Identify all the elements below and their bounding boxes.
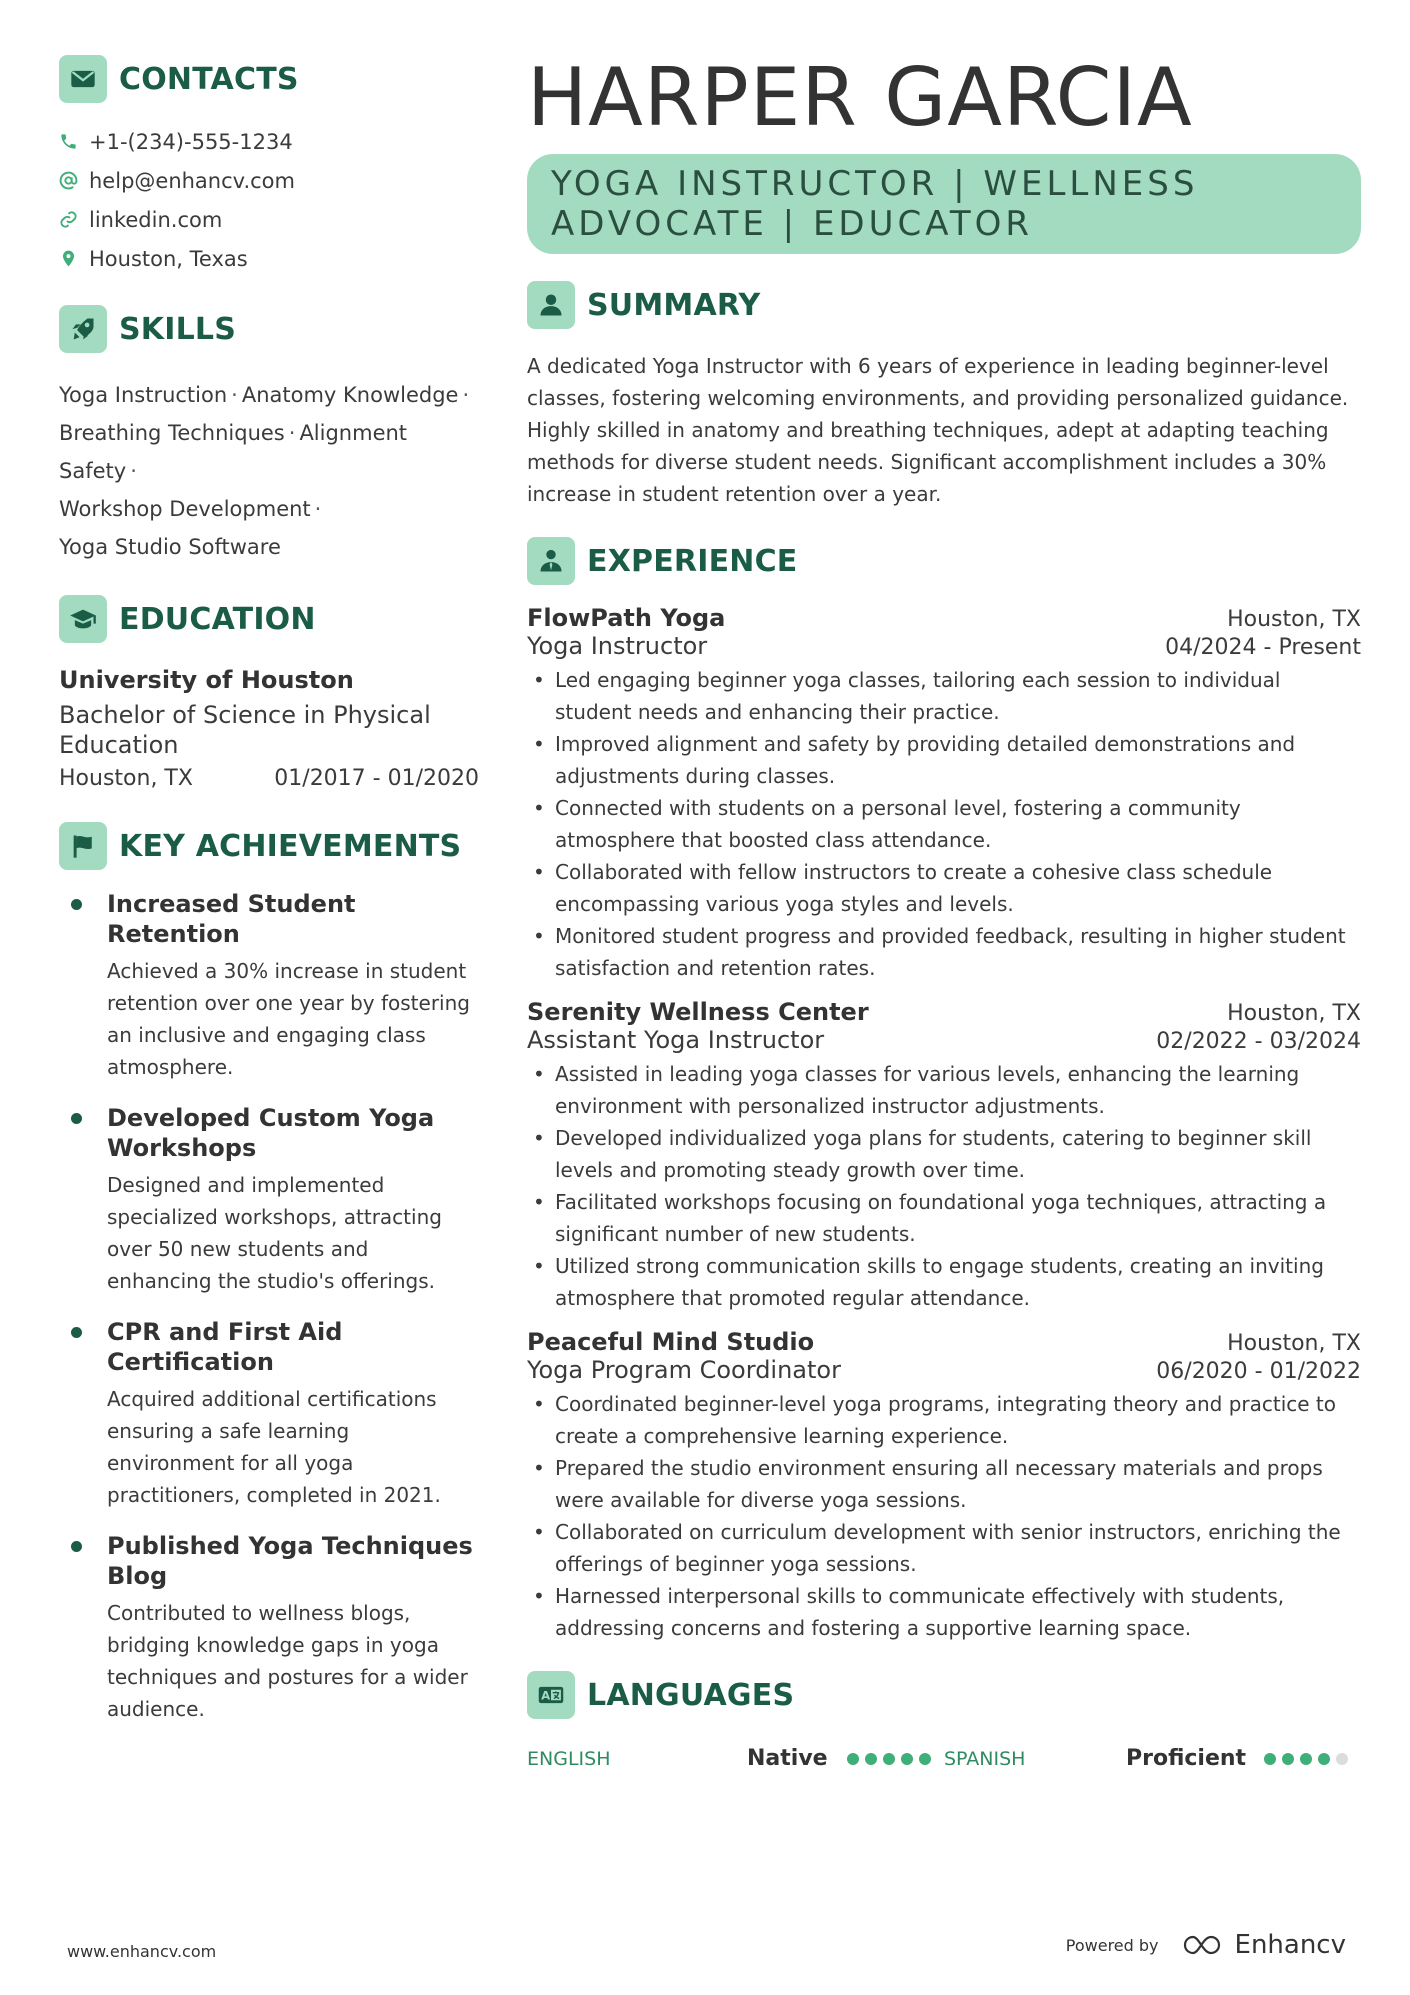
- language-name: ENGLISH: [527, 1747, 611, 1770]
- job-bullet: • Collaborated with fellow instructors to create a cohesive class schedule encompassing various yoga styles and levels.: [527, 856, 1361, 920]
- language-level: Native: [747, 1746, 828, 1771]
- user-icon: [527, 281, 575, 329]
- phone-text[interactable]: +1-(234)-555-1234: [89, 129, 293, 154]
- achievement-desc: Acquired additional certifications ensuring a safe learning environment for all yoga practitioners, completed in 2021.: [107, 1387, 441, 1507]
- languages-title: LANGUAGES: [587, 1677, 795, 1713]
- svg-text:A: A: [541, 1688, 551, 1703]
- rating-dot-filled: [865, 1753, 877, 1765]
- contact-location: [59, 239, 479, 278]
- achievements-title: KEY ACHIEVEMENTS: [119, 828, 462, 864]
- skill-item: Alignment Safety: [59, 421, 408, 483]
- job-bullet: • Improved alignment and safety by providing detailed demonstrations and adjustments during classes.: [527, 728, 1361, 792]
- job-dates: 04/2024 - Present: [1165, 635, 1361, 660]
- achievement-desc: Achieved a 30% increase in student retention over one year by fostering an inclusive and engaging class atmosphere.: [107, 959, 470, 1079]
- phone-icon: [59, 132, 89, 151]
- job-bullet: • Utilized strong communication skills to engage students, creating an inviting atmosphere that promoted regular attendance.: [527, 1250, 1361, 1314]
- rocket-icon: [59, 305, 107, 353]
- job-bullets: [527, 664, 1361, 984]
- skill-item: Anatomy Knowledge: [241, 383, 459, 407]
- rating-dot-filled: [1264, 1753, 1276, 1765]
- achievement-title: Developed Custom Yoga Workshops: [107, 1104, 435, 1162]
- experience-title: EXPERIENCE: [587, 543, 798, 579]
- rating-dot-filled: [1318, 1753, 1330, 1765]
- contact-list: [59, 122, 479, 278]
- education-meta: [59, 766, 479, 791]
- skill-item: Workshop Development: [59, 497, 311, 521]
- contacts-header: [59, 54, 479, 104]
- education-degree: Bachelor of Science in Physical Education: [59, 701, 431, 759]
- flag-icon: [59, 822, 107, 870]
- job-dates: 06/2020 - 01/2022: [1156, 1359, 1361, 1384]
- achievement-desc: Designed and implemented specialized workshops, attracting over 50 new students and enhancing the studio's offerings.: [107, 1173, 442, 1293]
- skills-title: SKILLS: [119, 311, 237, 347]
- briefcase-user-icon: [527, 537, 575, 585]
- skill-separator: ·: [288, 421, 296, 445]
- achievement-title: Published Yoga Techniques Blog: [107, 1532, 473, 1590]
- powered-by-text: Powered by: [1065, 1935, 1159, 1955]
- achievement-item: [59, 889, 479, 1083]
- candidate-name: HARPER GARCIA: [527, 51, 1193, 144]
- enhancv-logo-icon: [1181, 1932, 1229, 1958]
- linkedin-text[interactable]: linkedin.com: [89, 207, 223, 232]
- experience-header: [527, 536, 1361, 586]
- education-header: [59, 594, 479, 644]
- summary-title: SUMMARY: [587, 287, 761, 323]
- job-role-row: [527, 1356, 1361, 1384]
- headline-line: ADVOCATE | EDUCATOR: [551, 204, 1034, 244]
- envelope-icon: [59, 55, 107, 103]
- education-location: Houston, TX: [59, 766, 193, 791]
- job-entry: [527, 604, 1361, 984]
- at-sign-icon: [59, 171, 89, 190]
- footer-website[interactable]: www.enhancv.com: [67, 1942, 217, 1961]
- languages-row: [527, 1746, 1361, 1771]
- job-bullet: • Connected with students on a personal level, fostering a community atmosphere that boosted class attendance.: [527, 792, 1361, 856]
- education-school: University of Houston: [59, 666, 354, 694]
- job-bullet: • Assisted in leading yoga classes for various levels, enhancing the learning environment with personalized instructor adjustments.: [527, 1058, 1361, 1122]
- bullet-dot: [71, 1327, 82, 1338]
- job-bullets: [527, 1388, 1361, 1644]
- rating-dot-filled: [1300, 1753, 1312, 1765]
- language-name: SPANISH: [944, 1747, 1026, 1770]
- brand-logo[interactable]: [1181, 1930, 1346, 1960]
- map-pin-icon: [59, 249, 89, 268]
- achievement-item: [59, 1103, 479, 1297]
- contact-phone: [59, 122, 479, 161]
- job-bullet: • Prepared the studio environment ensuring all necessary materials and props were available for diverse yoga sessions.: [527, 1452, 1361, 1516]
- graduation-cap-icon: [59, 595, 107, 643]
- language-item: [944, 1746, 1361, 1771]
- rating-dot-filled: [847, 1753, 859, 1765]
- bullet-dot: [71, 1541, 82, 1552]
- job-location: Houston, TX: [1227, 1001, 1361, 1026]
- job-location: Houston, TX: [1227, 607, 1361, 632]
- achievement-item: [59, 1317, 479, 1511]
- job-company: FlowPath Yoga: [527, 604, 726, 632]
- achievements-header: [59, 821, 479, 871]
- job-role: Assistant Yoga Instructor: [527, 1026, 825, 1054]
- rating-dot-filled: [919, 1753, 931, 1765]
- headline-line: YOGA INSTRUCTOR | WELLNESS: [551, 164, 1199, 204]
- job-role: Yoga Program Coordinator: [527, 1356, 841, 1384]
- job-bullet: • Developed individualized yoga plans for students, catering to beginner skill levels and promoting steady growth over time.: [527, 1122, 1361, 1186]
- achievements-list: [59, 889, 479, 1725]
- job-bullets: [527, 1058, 1361, 1314]
- summary-text: A dedicated Yoga Instructor with 6 years of experience in leading beginner-level classes, fostering welcoming environments, and providing personalized guidance. Highly skilled in anatomy and breathing techniques, adept at adapting teaching methods for diverse student needs. Significant accomplishment includes a 30% increase in student retention over a year.: [527, 354, 1349, 506]
- rating-dot-filled: [901, 1753, 913, 1765]
- skill-separator: ·: [231, 383, 238, 407]
- job-entry: [527, 1328, 1361, 1644]
- job-bullet: • Collaborated on curriculum development with senior instructors, enriching the offerings of beginner yoga sessions.: [527, 1516, 1361, 1580]
- email-text[interactable]: help@enhancv.com: [89, 168, 295, 193]
- job-header-row: [527, 604, 1361, 632]
- bullet-dot: [71, 1113, 82, 1124]
- education-dates: 01/2017 - 01/2020: [274, 766, 479, 791]
- job-company: Serenity Wellness Center: [527, 998, 869, 1026]
- achievement-title: CPR and First Aid Certification: [107, 1318, 343, 1376]
- rating-dot-filled: [1282, 1753, 1294, 1765]
- job-bullet: • Monitored student progress and provided feedback, resulting in higher student satisfaction and retention rates.: [527, 920, 1361, 984]
- job-role-row: [527, 1026, 1361, 1054]
- rating-dot-empty: [1336, 1753, 1348, 1765]
- brand-name: Enhancv: [1234, 1930, 1346, 1960]
- job-dates: 02/2022 - 03/2024: [1156, 1029, 1361, 1054]
- summary-header: [527, 280, 1361, 330]
- education-title: EDUCATION: [119, 601, 316, 637]
- language-rating: [1264, 1753, 1348, 1765]
- languages-header: [527, 1670, 1361, 1720]
- language-level: Proficient: [1126, 1746, 1247, 1771]
- skills-header: [59, 304, 479, 354]
- job-header-row: [527, 1328, 1361, 1356]
- headline-box: [527, 154, 1361, 254]
- job-bullet: • Coordinated beginner-level yoga programs, integrating theory and practice to create a comprehensive learning experience.: [527, 1388, 1361, 1452]
- job-bullet: • Facilitated workshops focusing on foundational yoga techniques, attracting a significant number of new students.: [527, 1186, 1361, 1250]
- job-bullet: • Harnessed interpersonal skills to communicate effectively with students, addressing concerns and fostering a supportive learning space.: [527, 1580, 1361, 1644]
- bullet-dot: [71, 899, 82, 910]
- contact-email: [59, 161, 479, 200]
- job-location: Houston, TX: [1227, 1331, 1361, 1356]
- link-icon: [59, 210, 89, 229]
- job-entry: [527, 998, 1361, 1314]
- achievement-item: [59, 1531, 479, 1725]
- right-column: [527, 51, 1361, 1771]
- job-header-row: [527, 998, 1361, 1026]
- achievement-title: Increased Student Retention: [107, 890, 356, 948]
- translate-icon: [527, 1671, 575, 1719]
- achievement-desc: Contributed to wellness blogs, bridging knowledge gaps in yoga techniques and postures for a wider audience.: [107, 1601, 468, 1721]
- job-role: Yoga Instructor: [527, 632, 708, 660]
- location-text: Houston, Texas: [89, 246, 248, 271]
- skills-list: [59, 376, 479, 566]
- contact-linkedin: [59, 200, 479, 239]
- skill-item: Yoga Studio Software: [59, 535, 281, 559]
- left-column: [59, 54, 479, 1745]
- language-item: [527, 1746, 944, 1771]
- job-role-row: [527, 632, 1361, 660]
- skill-separator: ·: [462, 383, 470, 407]
- footer-brand: [1066, 1930, 1346, 1960]
- skill-separator: ·: [130, 459, 137, 483]
- job-company: Peaceful Mind Studio: [527, 1328, 815, 1356]
- rating-dot-filled: [883, 1753, 895, 1765]
- skill-separator: ·: [314, 497, 322, 521]
- contacts-title: CONTACTS: [119, 61, 299, 97]
- skill-item: Yoga Instruction: [59, 383, 228, 407]
- language-rating: [847, 1753, 931, 1765]
- skill-item: Breathing Techniques: [59, 421, 285, 445]
- job-bullet: • Led engaging beginner yoga classes, tailoring each session to individual student needs and enhancing their practice.: [527, 664, 1361, 728]
